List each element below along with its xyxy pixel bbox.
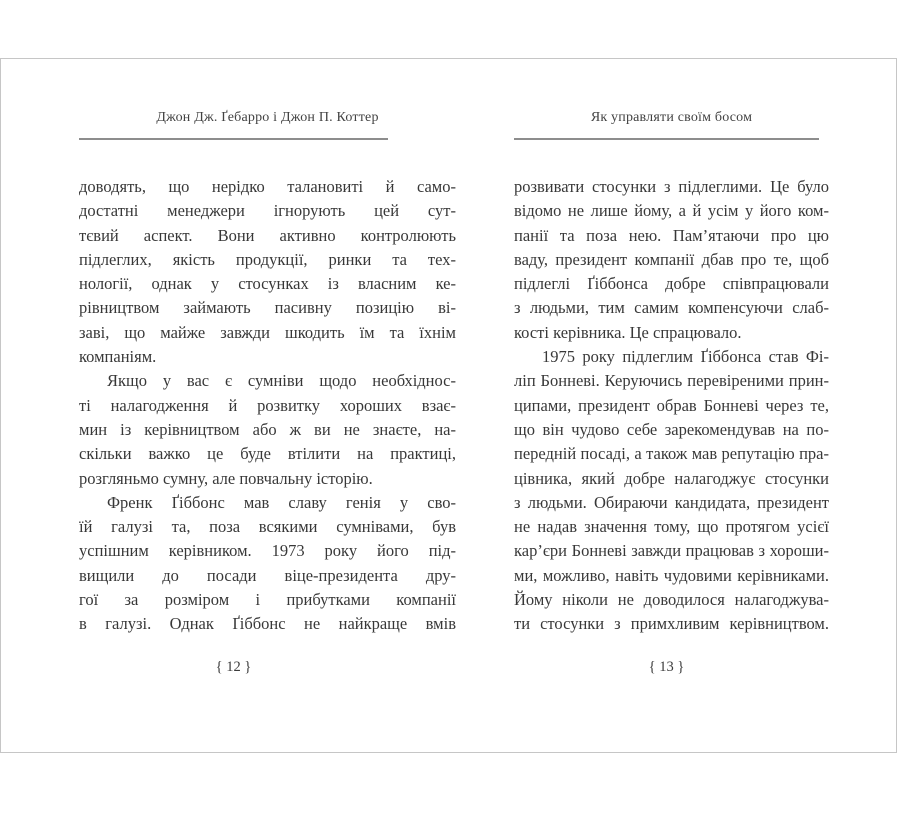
page-left-body-text [79,175,456,637]
text-line: розгляньмо сумну, але повчальну історію. [79,468,373,488]
page-left [79,59,456,752]
text-line: панії та поза нею. Пам’ятаючи про цю [514,225,829,245]
text-line: ваду, президент компанії дбав про те, щоб [514,249,829,269]
text-line: передній посаді, а також мав репутацію пра- [514,444,829,464]
page-right-body-text [514,175,829,637]
text-line: з людьми. Обираючи кандидата, президент [514,492,829,512]
page-right-number: { 13 } [648,659,685,675]
text-line: Френк Ґіббонс мав славу генія у сво- [107,492,456,512]
text-line: ліп Бонневі. Керуючись перевіреними прин- [514,371,829,391]
text-line: ті налагодження й розвитку хороших взає- [79,395,456,415]
text-line: Йому ніколи не доводилося налагоджува- [514,590,829,610]
text-line: їй галузі та, поза всякими сумнівами, був [79,517,456,537]
text-line: ципами, президент обрав Бонневі через те, [514,395,829,415]
text-line: що він чудово себе зарекомендував на по- [514,419,829,439]
text-line: компаніям. [79,347,157,367]
text-line: підлеглі Ґіббонса добре співпрацювали [514,274,829,294]
text-line: з людьми, тим самим компенсуючи слаб- [514,298,829,318]
text-line: доводять, що нерідко талановиті й само- [79,177,456,196]
page-frame [0,58,897,753]
text-line: не надав значення тому, що протягом усієї [514,517,829,537]
text-line: вищили до посади віце-президента дру- [79,565,456,585]
text-line: заві, що майже завжди шкодить їм та їхнім [79,322,456,342]
page-right [514,59,829,752]
text-line: Якщо у вас є сумніви щодо необхіднос- [107,371,456,391]
text-line: відомо не лише йому, а й усім у його ком- [514,201,829,221]
text-line: рівництвом займають пасивну позицію ві- [79,298,456,318]
text-line: цівника, який добре налагоджує стосунки [514,468,829,488]
text-line: кості керівника. Це спрацювало. [514,322,742,342]
page-left-header-rule [79,138,388,140]
text-line: достатні менеджери ігнорують цей сут- [79,201,456,221]
text-line: в галузі. Однак Ґіббонс не найкраще вмів [79,614,456,634]
text-line: гої за розміром і прибутками компанії [79,590,456,610]
text-line: успішним керівником. 1973 року його під- [79,541,456,561]
text-line: підлеглих, якість продукції, ринки та тех- [79,249,456,269]
text-line: розвивати стосунки з підлеглими. Це було [514,177,829,196]
text-line: ти стосунки з примхливим керівництвом. [514,614,829,634]
page-right-header-rule [514,138,819,140]
page-left-number: { 12 } [215,659,252,675]
text-line: скільки важко це буде втілити на практиці, [79,444,456,464]
page-left-running-head: Джон Дж. Ґебарро і Джон П. Коттер [156,110,379,125]
text-line: тєвий аспект. Вони активно контролюють [79,225,456,245]
page-right-running-head: Як управляти своїм босом [590,110,753,125]
text-line: мин із керівництвом або ж ви не знаєте, на- [79,419,456,439]
text-line: ми, можливо, навіть чудовими керівниками. [514,565,829,585]
text-line: нології, однак у стосунках із власним ке- [79,274,456,294]
text-line: 1975 року підлеглим Ґіббонса став Фі- [542,347,829,367]
text-line: кар’єри Бонневі завжди працював з хороши- [514,541,829,561]
